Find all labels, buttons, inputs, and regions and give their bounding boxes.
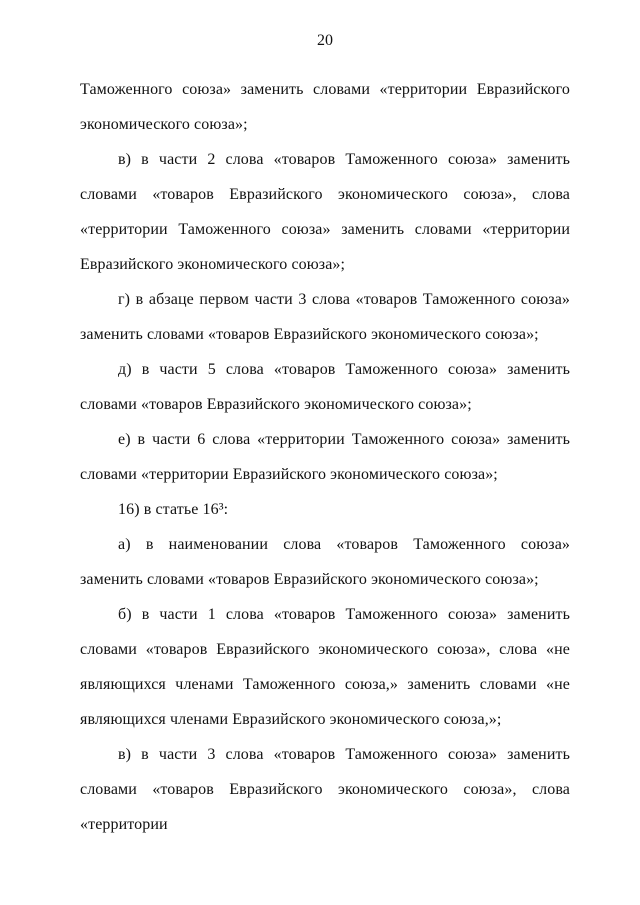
document-paragraph: 16) в статье 16³:: [118, 501, 229, 518]
document-paragraph: Таможенного союза» заменить словами «территории Евразийского экономического союза»;: [80, 81, 570, 133]
document-body: [80, 72, 570, 842]
document-paragraph: а) в наименовании слова «товаров Таможенного союза» заменить словами «товаров Евразийского экономического союза»;: [80, 536, 570, 588]
document-paragraph: г) в абзаце первом части 3 слова «товаров Таможенного союза» заменить словами «товаров Евразийского экономического союза»;: [80, 291, 570, 343]
document-paragraph: д) в части 5 слова «товаров Таможенного союза» заменить словами «товаров Евразийского экономического союза»;: [80, 361, 570, 413]
document-paragraph: е) в части 6 слова «территории Таможенного союза» заменить словами «территории Евразийского экономического союза»;: [80, 431, 570, 483]
document-paragraph: б) в части 1 слова «товаров Таможенного союза» заменить словами «товаров Евразийского экономического союза», слова «не являющихся членами Таможенного союза,» заменить словами «не являющихся членами Евразийского экономического союза,»;: [80, 606, 570, 728]
document-paragraph: в) в части 2 слова «товаров Таможенного союза» заменить словами «товаров Евразийского экономического союза», слова «территории Таможенного союза» заменить словами «территории Евразийского экономического союза»;: [80, 151, 570, 273]
page-number: 20: [317, 32, 333, 49]
document-paragraph: в) в части 3 слова «товаров Таможенного союза» заменить словами «товаров Евразийского экономического союза», слова «территории: [80, 746, 570, 833]
